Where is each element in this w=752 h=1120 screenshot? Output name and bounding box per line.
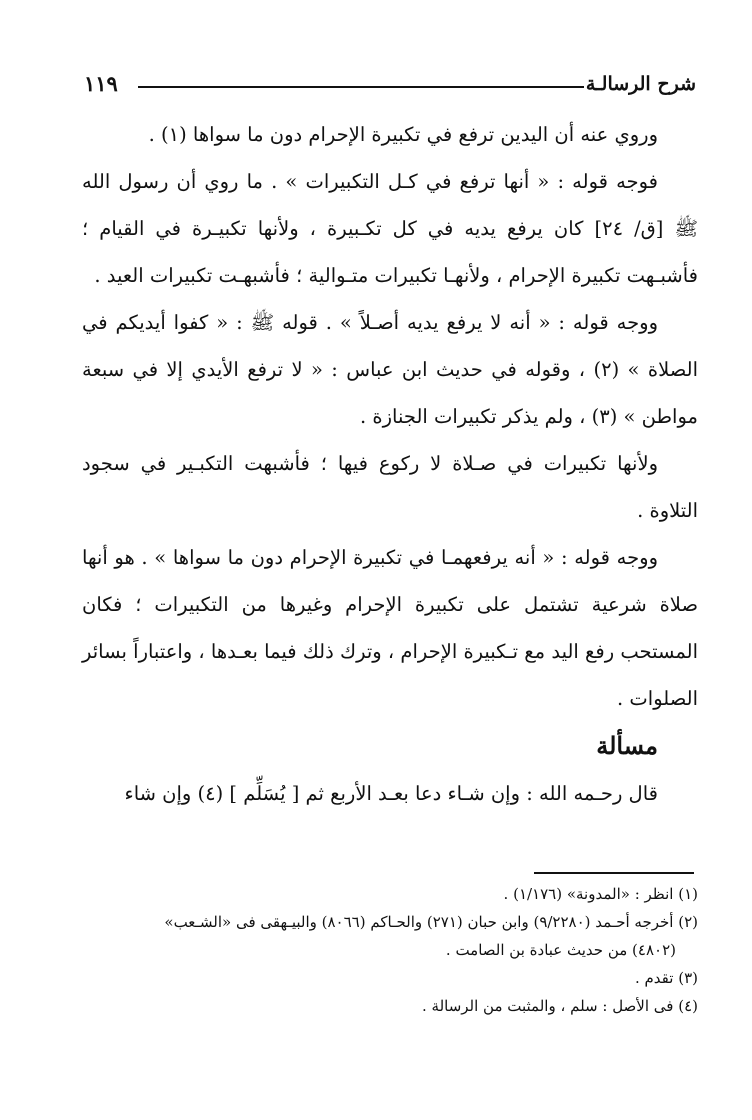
paragraph-5: ووجه قوله : « أنه يرفعهمـا في تكبيرة الإحرام دون ما سواها » . هو أنها صلاة شرعية تشتمل على تكبيرة الإحرام وغيرها من التكبيرات ؛ فكان المستحب رفع اليد مع تـكبيرة الإحرام ، وترك ذلك فيما بعـدها ، واعتباراً بسائر الصلوات . [82, 546, 698, 710]
section-heading: مسألة [596, 731, 658, 760]
footnote-rule [534, 872, 694, 874]
paragraph-1: وروي عنه أن اليدين ترفع في تكبيرة الإحرام دون ما سواها (١) . [148, 123, 658, 146]
header-rule [138, 86, 584, 88]
running-title: شرح الرسالـة [585, 73, 696, 95]
footnotes [76, 880, 698, 1020]
page-number: ١١٩ [84, 71, 118, 96]
footnote-1: (١) انظر : «المدونة» (١/١٧٦) . [503, 885, 698, 903]
running-header [84, 64, 696, 104]
footnote-2: (٢) أخرجه أحـمد (٩/٢٢٨٠) وابن حبان (٢٧١) والحـاكم (٨٠٦٦) والبيـهقى فى «الشـعب» [164, 913, 698, 931]
footnote-2-continued: (٤٨٠٢) من حديث عبادة بن الصامت . [445, 941, 676, 959]
footnote-3: (٣) تقدم . [634, 969, 698, 987]
paragraph-3: ووجه قوله : « أنه لا يرفع يديه أصـلاً » . قوله ﷺ : « كفوا أيديكم في الصلاة » (٢) ، وقوله في حديث ابن عباس : « لا ترفع الأيدي إلا في سبعة مواطن » (٣) ، ولم يذكر تكبيرات الجنازة . [82, 311, 698, 428]
main-text [82, 111, 698, 817]
paragraph-4: ولأنها تكبيرات في صـلاة لا ركوع فيها ؛ فأشبهت التكبـير في سجود التلاوة . [82, 452, 698, 522]
footnote-4: (٤) فى الأصل : سلم ، والمثبت من الرسالة . [421, 997, 698, 1015]
paragraph-2: فوجه قوله : « أنها ترفع في كـل التكبيرات » . ما روي أن رسول الله ﷺ [ق/ ٢٤] كان يرفع يديه في كل تكـبيرة ، ولأنها تكبيـرة في القيام ؛ فأشبـهت تكبيرة الإحرام ، ولأنهـا تكبيرات متـوالية ؛ فأشبهـت تكبيرات العيد . [82, 170, 699, 287]
paragraph-6: قال رحـمه الله : وإن شـاء دعا بعـد الأربع ثم [ يُسَلِّم ] (٤) وإن شاء [124, 782, 658, 805]
